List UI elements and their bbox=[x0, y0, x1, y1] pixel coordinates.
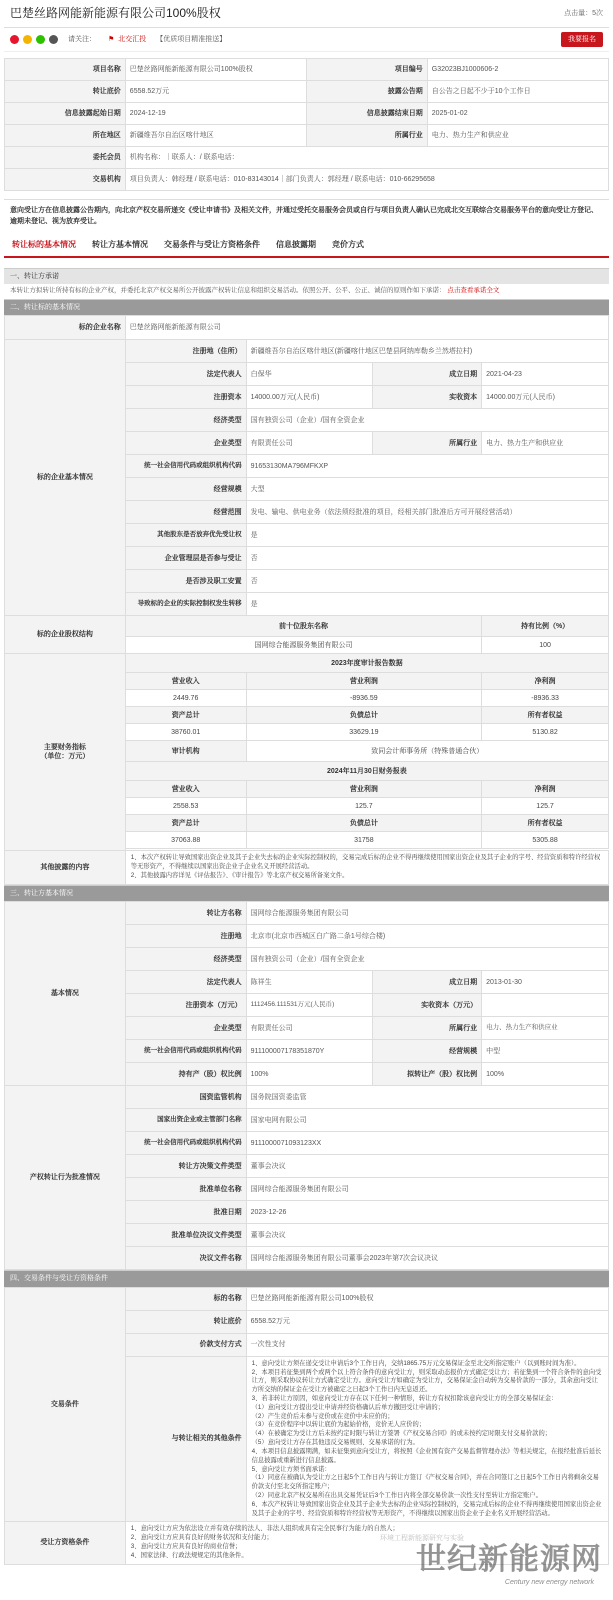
people-icon[interactable] bbox=[49, 35, 58, 44]
seller-ind-label: 所属行业 bbox=[373, 1017, 482, 1040]
watermark-logo: 世纪新能源网 bbox=[416, 1542, 602, 1577]
section-seller-title: 三、转让方基本情况 bbox=[4, 885, 609, 901]
contact-value: 项目负责人：韩经理 / 联系电话：010-83143014｜部门负责人：郭经理 / 联系电话：010-66295658 bbox=[125, 169, 608, 191]
member-label: 委托会员 bbox=[5, 147, 126, 169]
summary-label: 披露公告期 bbox=[306, 81, 427, 103]
fin-col: 营业利润 bbox=[246, 781, 482, 798]
decision-type-label: 转让方决策文件类型 bbox=[125, 1155, 246, 1178]
target-basic-label: 标的企业基本情况 bbox=[5, 340, 126, 616]
waive-value: 是 bbox=[246, 524, 608, 547]
audit-title: 2023年度审计报告数据 bbox=[125, 654, 608, 673]
target-name-value: 巴楚丝路网能新能源有限公司 bbox=[125, 316, 608, 340]
mgmt-label: 企业管理层是否参与受让 bbox=[125, 547, 246, 570]
dept-code-label: 统一社会信用代码或组织机构代码 bbox=[125, 1132, 246, 1155]
approver-label: 批准单位名称 bbox=[125, 1178, 246, 1201]
fin-col: 净利润 bbox=[482, 673, 609, 690]
seller-econ-value: 国有独资公司（企业）/国有全资企业 bbox=[246, 948, 608, 971]
trade-price-label: 转让底价 bbox=[125, 1310, 246, 1333]
staff-value: 否 bbox=[246, 570, 608, 593]
reg-capital-value: 14000.00万元(人民币) bbox=[246, 386, 373, 409]
trade-price-value: 6558.52万元 bbox=[246, 1310, 608, 1333]
industry-value: 电力、热力生产和供应业 bbox=[482, 432, 609, 455]
share-label: 请关注： bbox=[68, 35, 96, 43]
fin-value: 38760.01 bbox=[125, 724, 246, 741]
doc-name-label: 决议文件名称 bbox=[125, 1247, 246, 1270]
trade-pay-value: 一次性支付 bbox=[246, 1333, 608, 1356]
trade-target-value: 巴楚丝路网能新能源有限公司100%股权 bbox=[246, 1287, 608, 1310]
reg-capital-label: 注册资本 bbox=[125, 386, 246, 409]
approve-doc-type-label: 批准单位决议文件类型 bbox=[125, 1224, 246, 1247]
summary-label: 信息披露起始日期 bbox=[5, 103, 126, 125]
watermark-blog: 环境工程新能源研究与实验 bbox=[380, 1535, 464, 1542]
control-value: 是 bbox=[246, 593, 608, 616]
trade-line: （2）同意北京产权交易所在出具交易凭证后3个工作日内将全部交易价款一次性支付至转让方指定账户。 bbox=[251, 1491, 542, 1499]
report-title: 2024年11月30日财务报表 bbox=[125, 762, 608, 781]
auditor-label: 审计机构 bbox=[125, 741, 246, 762]
header-bar bbox=[4, 0, 609, 28]
seller-ind-value: 电力、热力生产和供应业 bbox=[482, 1017, 609, 1040]
legal-rep-value: 白保华 bbox=[246, 363, 373, 386]
industry-label: 所属行业 bbox=[373, 432, 482, 455]
equity-label: 标的企业股权结构 bbox=[5, 616, 126, 654]
est-date-label: 成立日期 bbox=[373, 363, 482, 386]
target-table bbox=[4, 315, 609, 884]
seller-hold-value: 100% bbox=[246, 1063, 373, 1086]
trade-line: 2、本项目若征集到两个或两个以上符合条件的意向受让方，则采取动态报价方式确定受让方；若征集到一个符合条件的意向受让方，则采取协议转让方式确定受让方。意向受让方如确定为受让方，交易保证金自动转为交易价款的一部分，其余意向受让方所交纳的保证金在受让方被确定之日起3个工作日内无息返还。 bbox=[251, 1368, 602, 1394]
fin-col: 营业收入 bbox=[125, 673, 246, 690]
dept-value: 国家电网有限公司 bbox=[246, 1109, 608, 1132]
seller-legal-value: 陈祥生 bbox=[246, 971, 373, 994]
summary-value: 电力、热力生产和供应业 bbox=[427, 125, 608, 147]
seller-paid-label: 实收资本（万元） bbox=[373, 994, 482, 1017]
fin-value: 31758 bbox=[246, 832, 482, 849]
seller-addr-value: 北京市(北京市西城区白广路二条1号综合楼) bbox=[246, 925, 608, 948]
credit-code-value: 91653130MA796MFKXP bbox=[246, 455, 608, 478]
seller-name-label: 转让方名称 bbox=[125, 902, 246, 925]
trade-line: （5）意向受让方存在其他违反交易规则、交易承诺的行为。 bbox=[251, 1439, 419, 1447]
commitment-body: 本转让方拟转让所持有标的企业产权，并委托北京产权交易所公开披露产权转让信息和组织交易活动。依照公开、公平、公正、诚信的原则作如下承诺： bbox=[10, 287, 446, 295]
approver-value: 国网综合能源服务集团有限公司 bbox=[246, 1178, 608, 1201]
seller-paid-value bbox=[482, 994, 609, 1017]
seller-legal-label: 法定代表人 bbox=[125, 971, 246, 994]
seller-hold-label: 持有产（股）权比例 bbox=[125, 1063, 246, 1086]
sup-value: 国务院国资委监管 bbox=[246, 1086, 608, 1109]
page-title: 巴楚丝路网能新能源有限公司100%股权 bbox=[10, 6, 221, 21]
trade-line: （1）意向受让方提出受让申请并经资格确认后单方撤回受让申请的； bbox=[251, 1403, 445, 1411]
summary-value: 2024-12-19 bbox=[125, 103, 306, 125]
fin-label bbox=[5, 654, 126, 851]
other-line: 2、其他披露内容详见《评估报告》、《审计报告》等北京产权交易所备案文件。 bbox=[130, 872, 349, 880]
watermark bbox=[318, 1534, 608, 1594]
seller-table bbox=[4, 901, 609, 1270]
fin-col: 所有者权益 bbox=[482, 815, 609, 832]
seller-code-label: 统一社会信用代码或组织机构代码 bbox=[125, 1040, 246, 1063]
summary-value: G32023BJ1000606-2 bbox=[427, 59, 608, 81]
fin-value: 5130.82 bbox=[482, 724, 609, 741]
qual-line: 1、意向受让方应为依法设立并有效存续的法人、非法人组织或具有完全民事行为能力的自然人； bbox=[130, 1525, 399, 1533]
watermark-subtitle: Century new energy network bbox=[504, 1579, 594, 1586]
seller-type-value: 有限责任公司 bbox=[246, 1017, 373, 1040]
apply-button[interactable]: 我要报名 bbox=[561, 32, 603, 47]
seller-trans-label: 拟转让产（股）权比例 bbox=[373, 1063, 482, 1086]
other-disclosure-value bbox=[125, 851, 608, 884]
approve-doc-type-value: 董事会决议 bbox=[246, 1224, 608, 1247]
trade-other-label: 与转让相关的其他条件 bbox=[125, 1356, 246, 1522]
summary-value: 6558.52万元 bbox=[125, 81, 306, 103]
scope-value: 发电、输电、供电业务（依法须经批准的项目，经相关部门批准后方可开展经营活动） bbox=[246, 501, 608, 524]
equity-header-ratio: 持有比例（%） bbox=[482, 616, 609, 637]
fin-value: -8936.59 bbox=[246, 690, 482, 707]
listed-label[interactable]: 【优质项目精准推送】 bbox=[156, 35, 227, 43]
cond-label: 交易条件 bbox=[5, 1287, 126, 1522]
fin-col: 营业利润 bbox=[246, 673, 482, 690]
ent-type-value: 有限责任公司 bbox=[246, 432, 373, 455]
qual-label: 受让方资格条件 bbox=[5, 1522, 126, 1564]
tab-bidding[interactable]: 竞价方式 bbox=[332, 240, 364, 249]
fin-value: 125.7 bbox=[482, 798, 609, 815]
fin-unit-text: （单位：万元） bbox=[40, 753, 90, 761]
fin-col: 负债总计 bbox=[246, 707, 482, 724]
doc-name-value: 国网综合能源服务集团有限公司董事会2023年第7次会议决议 bbox=[246, 1247, 608, 1270]
approve-date-value: 2023-12-26 bbox=[246, 1201, 608, 1224]
seller-addr-label: 注册地 bbox=[125, 925, 246, 948]
seller-basic-label: 基本情况 bbox=[5, 902, 126, 1086]
tab-target[interactable]: 转让标的基本情况 bbox=[12, 240, 76, 249]
flag-icon: ⚑ bbox=[108, 35, 115, 43]
section-trade-title: 四、交易条件与受让方资格条件 bbox=[4, 1270, 609, 1286]
summary-label: 转让底价 bbox=[5, 81, 126, 103]
seller-scale-value: 中型 bbox=[482, 1040, 609, 1063]
fin-col: 负债总计 bbox=[246, 815, 482, 832]
trade-line: 1、意向受让方须在递交受让申请后3个工作日内，交纳1865.75万元交易保证金至北交所指定账户（以到账时间为准）。 bbox=[251, 1359, 581, 1367]
seller-scale-label: 经营规模 bbox=[373, 1040, 482, 1063]
fin-value: 2558.53 bbox=[125, 798, 246, 815]
summary-label: 项目名称 bbox=[5, 59, 126, 81]
tab-bar bbox=[4, 235, 609, 258]
summary-label: 所在地区 bbox=[5, 125, 126, 147]
target-name-label: 标的企业名称 bbox=[5, 316, 126, 340]
seller-code-value: 911100007178351870Y bbox=[246, 1040, 373, 1063]
qual-line: 2、意向受让方应具有良好的财务状况和支付能力； bbox=[130, 1534, 273, 1542]
qual-line: 3、意向受让方应具有良好的商业信誉； bbox=[130, 1543, 242, 1550]
decision-type-value: 董事会决议 bbox=[246, 1155, 608, 1178]
control-label: 导致标的企业的实际控制权发生转移 bbox=[125, 593, 246, 616]
other-line: 1、本次产权转让导致国家出资企业及其子企业失去标的企业实际控制权的，交易完成后标的企业不得再继续使用国家出资企业及其子企业的字号、经营资质和特许经营权等无形资产，不得继续以国家出资企业子企业名义开展经营活动。 bbox=[130, 854, 601, 871]
contact-label: 交易机构 bbox=[5, 169, 126, 191]
scale-value: 大型 bbox=[246, 478, 608, 501]
trade-pay-label: 价款支付方式 bbox=[125, 1333, 246, 1356]
econ-type-label: 经济类型 bbox=[125, 409, 246, 432]
trade-other-value bbox=[246, 1356, 608, 1522]
trade-line: （1）同意在被确认为受让方之日起5个工作日内与转让方签订《产权交易合同》，并在合同签订之日起5个工作日内将剩余交易价款支付至北交所指定账户； bbox=[251, 1474, 599, 1491]
ent-type-label: 企业类型 bbox=[125, 432, 246, 455]
scale-label: 经营规模 bbox=[125, 478, 246, 501]
tab-conditions[interactable]: 交易条件与受让方资格条件 bbox=[164, 240, 260, 249]
paid-capital-value: 14000.00万元(人民币) bbox=[482, 386, 609, 409]
summary-value: 巴楚丝路网能新能源有限公司100%股权 bbox=[125, 59, 306, 81]
sup-label: 国资监管机构 bbox=[125, 1086, 246, 1109]
fin-value: -8936.33 bbox=[482, 690, 609, 707]
tab-disclosure[interactable]: 信息披露期 bbox=[276, 240, 316, 249]
seller-type-label: 企业类型 bbox=[125, 1017, 246, 1040]
trade-line: 3、若非转让方原因，如意向受让方存在以下任何一种情形，转让方有权扣除该意向受让方的全部交易保证金： bbox=[251, 1395, 558, 1402]
fin-col: 资产总计 bbox=[125, 815, 246, 832]
summary-label: 项目编号 bbox=[306, 59, 427, 81]
credit-code-label: 统一社会信用代码或组织机构代码 bbox=[125, 455, 246, 478]
est-date-value: 2021-04-23 bbox=[482, 363, 609, 386]
seller-est-value: 2013-01-30 bbox=[482, 971, 609, 994]
section-target-title: 二、转让标的基本情况 bbox=[4, 299, 609, 315]
fin-value: 33629.19 bbox=[246, 724, 482, 741]
fin-col: 资产总计 bbox=[125, 707, 246, 724]
fin-value: 125.7 bbox=[246, 798, 482, 815]
mgmt-value: 否 bbox=[246, 547, 608, 570]
weibo-icon[interactable] bbox=[10, 35, 19, 44]
wechat-icon[interactable] bbox=[36, 35, 45, 44]
seller-name-value: 国网综合能源服务集团有限公司 bbox=[246, 902, 608, 925]
flag-label[interactable]: 北交汇投 bbox=[118, 35, 147, 43]
seller-trans-value: 100% bbox=[482, 1063, 609, 1086]
tab-seller[interactable]: 转让方基本情况 bbox=[92, 240, 148, 249]
summary-value: 2025-01-02 bbox=[427, 103, 608, 125]
fin-label-text: 主要财务指标 bbox=[43, 744, 86, 751]
fin-col: 所有者权益 bbox=[482, 707, 609, 724]
summary-label: 所属行业 bbox=[306, 125, 427, 147]
section-commitment-title: 一、转让方承诺 bbox=[4, 268, 609, 284]
click-count: 点击量：5次 bbox=[564, 9, 603, 17]
notice-text: 意向受让方在信息披露公告期内，向北京产权交易所递交《受让申请书》及相关文件，并通过受托交易服务会员或自行与项目负责人确认已完成北交互联综合交易服务平台的意向受让方登记、逾期未登记、视为放弃受让。 bbox=[4, 199, 609, 233]
trade-line: （3）在竞价程序中以转让底价为起始价格，竞价无人应价的； bbox=[251, 1421, 426, 1429]
qual-line: 4、国家法律、行政法规规定的其他条件。 bbox=[130, 1551, 248, 1559]
seller-reg-label: 注册资本（万元） bbox=[125, 994, 246, 1017]
trade-target-label: 标的名称 bbox=[125, 1287, 246, 1310]
trade-line: （4）在被确定为受让方后未按约定时限与转让方签署《产权交易合同》的或未按约定时限支付交易价款的； bbox=[251, 1430, 552, 1438]
summary-value: 新疆维吾尔自治区喀什地区 bbox=[125, 125, 306, 147]
summary-label: 信息披露结束日期 bbox=[306, 103, 427, 125]
trade-table bbox=[4, 1287, 609, 1565]
summary-value: 自公告之日起不少于10个工作日 bbox=[427, 81, 608, 103]
seller-econ-label: 经济类型 bbox=[125, 948, 246, 971]
equity-row-ratio: 100 bbox=[482, 637, 609, 654]
summary-table bbox=[4, 58, 609, 191]
reg-addr-value: 新疆维吾尔自治区喀什地区(新疆喀什地区巴楚县阿纳库勒乡兰然塔拉村) bbox=[246, 340, 608, 363]
commitment-text bbox=[4, 284, 609, 299]
dept-code-value: 9111000071093123XX bbox=[246, 1132, 608, 1155]
fin-value: 2449.76 bbox=[125, 690, 246, 707]
fin-col: 净利润 bbox=[482, 781, 609, 798]
legal-rep-label: 法定代表人 bbox=[125, 363, 246, 386]
share-bar bbox=[4, 28, 609, 52]
trade-line: 4、本项目信息披露期满，如未征集到意向受让方，将按照《企业国有资产交易监督管理办法》等相关规定，在报经批准后延长信息披露或重新进行信息披露。 bbox=[251, 1447, 602, 1464]
fin-value: 37063.88 bbox=[125, 832, 246, 849]
trade-line: （2）产生竞价后未参与竞价或在竞价中未应价的； bbox=[251, 1412, 394, 1420]
qzone-icon[interactable] bbox=[23, 35, 32, 44]
commitment-link[interactable]: 点击查看承诺全文 bbox=[447, 287, 500, 295]
trade-line: 5、意向受让方须书面承诺： bbox=[251, 1465, 331, 1473]
dept-label: 国家出资企业或主管部门名称 bbox=[125, 1109, 246, 1132]
other-disclosure-label: 其他披露的内容 bbox=[5, 851, 126, 884]
member-value: 机构名称：｜联系人：/ 联系电话： bbox=[125, 147, 608, 169]
equity-row-name: 国网综合能源服务集团有限公司 bbox=[125, 637, 481, 654]
scope-label: 经营范围 bbox=[125, 501, 246, 524]
paid-capital-label: 实收资本 bbox=[373, 386, 482, 409]
equity-header-name: 前十位股东名称 bbox=[125, 616, 481, 637]
econ-type-value: 国有独资公司（企业）/国有全资企业 bbox=[246, 409, 608, 432]
staff-label: 是否涉及职工安置 bbox=[125, 570, 246, 593]
fin-value: 5305.88 bbox=[482, 832, 609, 849]
seller-est-label: 成立日期 bbox=[373, 971, 482, 994]
approve-date-label: 批准日期 bbox=[125, 1201, 246, 1224]
reg-addr-label: 注册地（住所） bbox=[125, 340, 246, 363]
seller-reg-value: 1112456.111531万元(人民币) bbox=[246, 994, 373, 1017]
trade-line: 6、本次产权转让导致国家出资企业及其子企业失去标的企业实际控制权的，交易完成后标的企业不得再继续使用国家出资企业及其子企业的字号、经营资质和特许经营权等无形资产，不得继续以国家出资企业子企业名义开展经营活动。 bbox=[251, 1500, 602, 1517]
waive-label: 其他股东是否放弃优先受让权 bbox=[125, 524, 246, 547]
fin-col: 营业收入 bbox=[125, 781, 246, 798]
approval-label: 产权转让行为批准情况 bbox=[5, 1086, 126, 1270]
auditor-value: 致同会计师事务所（特殊普通合伙） bbox=[246, 741, 608, 762]
